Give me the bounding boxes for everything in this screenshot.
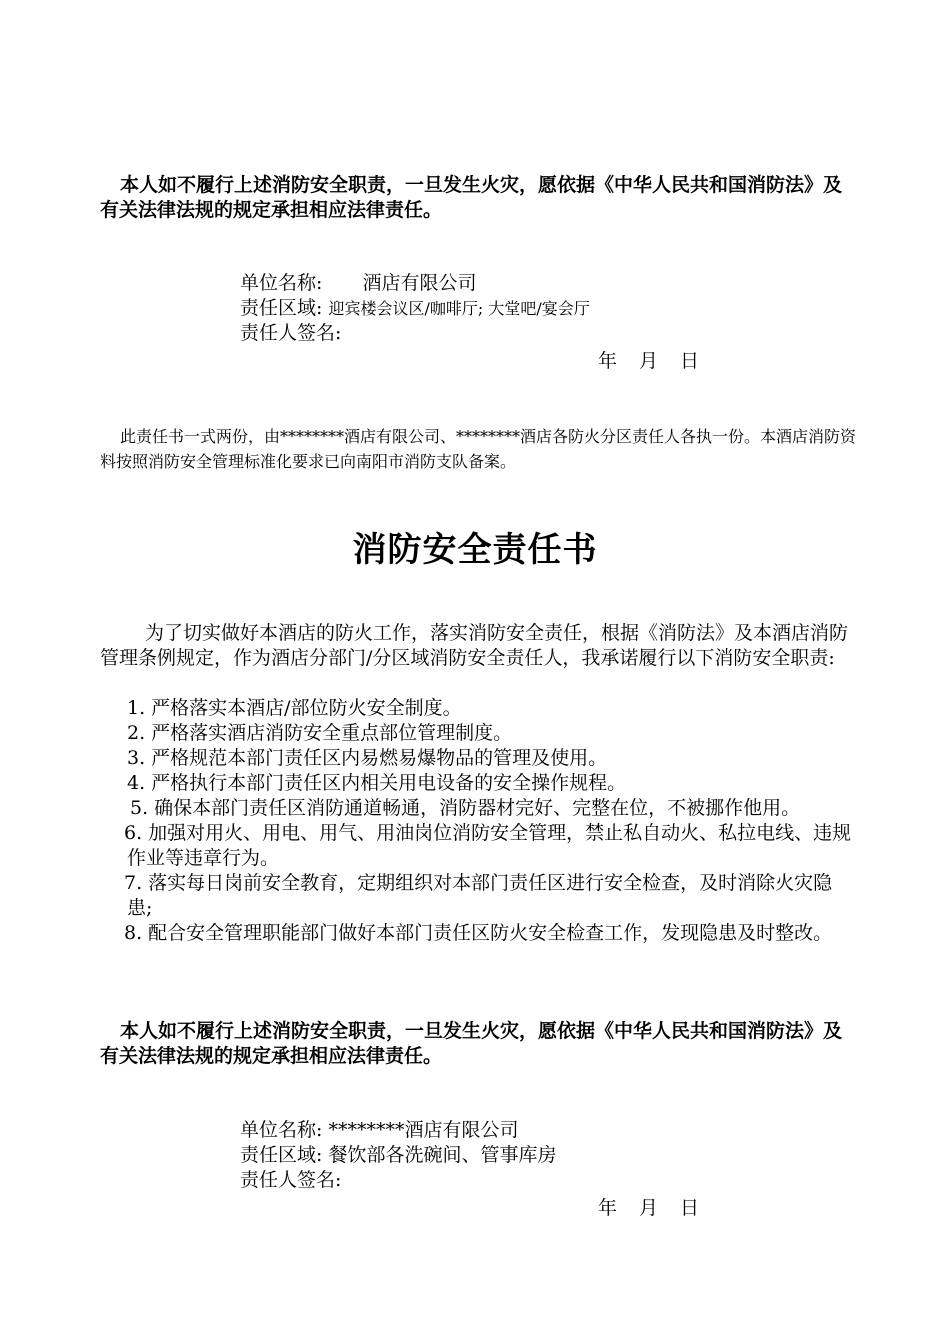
- signer-line-top: [240, 321, 341, 346]
- date-year: 年: [598, 350, 618, 372]
- area-label: 责任区域:: [240, 297, 323, 319]
- page-title: 消防安全责任书: [352, 530, 598, 570]
- unit-line-bottom: [240, 1118, 518, 1143]
- unit-label: 单位名称:: [240, 272, 323, 294]
- date-line-bottom: [598, 1193, 721, 1220]
- unit-label: 单位名称:: [240, 1119, 323, 1141]
- list-item: 7. 落实每日岗前安全教育，定期组织对本部门责任区进行安全检查，及时消除火灾隐患;: [124, 872, 833, 919]
- date-day: 日: [680, 1197, 700, 1219]
- filing-note: 此责任书一式两份，由********酒店有限公司、********酒店各防火分区责任人各执一份。本酒店消防资料按照消防安全管理标准化要求已向南阳市消防支队备案。: [100, 427, 857, 471]
- list-item: 8. 配合安全管理职能部门做好本部门责任区防火安全检查工作，发现隐患及时整改。: [124, 922, 833, 944]
- list-item: 2. 严格落实酒店消防安全重点部位管理制度。: [127, 722, 513, 744]
- unit-line-top: [240, 271, 477, 296]
- area-line-top: [240, 296, 590, 321]
- area-value: 餐饮部各洗碗间、管事库房: [328, 1144, 557, 1166]
- unit-value: ********酒店有限公司: [328, 1119, 519, 1141]
- list-item: 4. 严格执行本部门责任区内相关用电设备的安全操作规程。: [127, 772, 627, 794]
- unit-value: 酒店有限公司: [362, 272, 477, 294]
- list-item: 1. 严格落实本酒店/部位防火安全制度。: [127, 697, 462, 719]
- date-line-top: [598, 346, 721, 373]
- list-item: 3. 严格规范本部门责任区内易燃易爆物品的管理及使用。: [127, 747, 608, 769]
- commitment-paragraph-bottom: 本人如不履行上述消防安全职责，一旦发生火灾，愿依据《中华人民共和国消防法》及有关法律法规的规定承担相应法律责任。: [100, 1020, 843, 1067]
- list-item: 6. 加强对用火、用电、用气、用油岗位消防安全管理，禁止私自动火、私拉电线、违规作业等违章行为。: [124, 822, 852, 869]
- area-line-bottom: [240, 1143, 556, 1168]
- date-day: 日: [680, 350, 700, 372]
- duty-list: [100, 696, 852, 946]
- commitment-paragraph-top: 本人如不履行上述消防安全职责，一旦发生火灾，愿依据《中华人民共和国消防法》及有关法律法规的规定承担相应法律责任。: [100, 174, 843, 221]
- signer-line-bottom: [240, 1168, 341, 1193]
- intro-paragraph: 为了切实做好本酒店的防火工作，落实消防安全责任，根据《消防法》及本酒店消防管理条例规定，作为酒店分部门/分区域消防安全责任人，我承诺履行以下消防安全职责:: [100, 622, 849, 669]
- date-month: 月: [639, 1197, 659, 1219]
- date-month: 月: [639, 350, 659, 372]
- date-year: 年: [598, 1197, 618, 1219]
- list-item: 5. 确保本部门责任区消防通道畅通，消防器材完好、完整在位，不被挪作他用。: [130, 797, 801, 819]
- area-value: 迎宾楼会议区/咖啡厅; 大堂吧/宴会厅: [328, 299, 590, 318]
- area-label: 责任区域:: [240, 1144, 323, 1166]
- signer-label: 责任人签名:: [240, 322, 342, 344]
- signer-label: 责任人签名:: [240, 1169, 342, 1191]
